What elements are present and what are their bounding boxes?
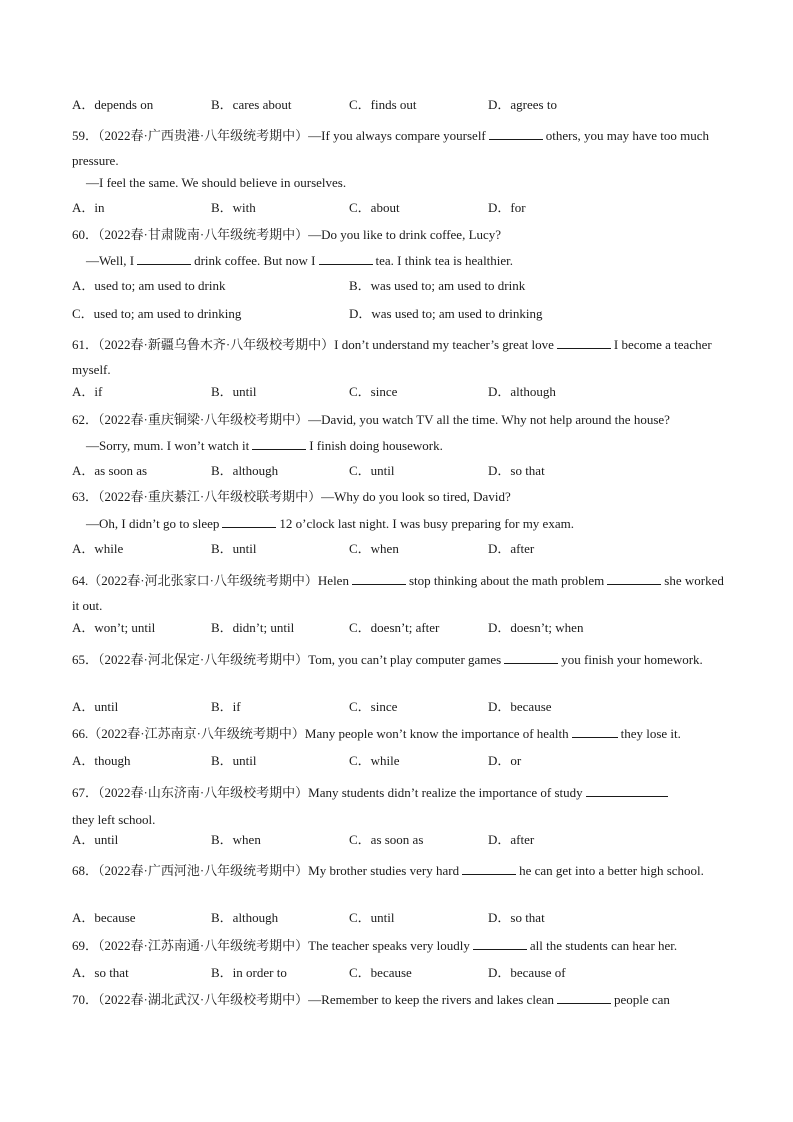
q65-option-a: A．until xyxy=(72,699,119,714)
q63-option-b: B．until xyxy=(211,541,257,556)
q62-option-c: C．until xyxy=(349,463,395,478)
q65-stem-text: 65．（2022春·河北保定·八年级统考期中）Tom, you can’t play computer games xyxy=(72,652,502,667)
q60-option-d: D．was used to; am used to drinking xyxy=(349,306,543,321)
q62-stem: 62．（2022春·重庆铜梁·八年级校考期中）—David, you watch TV all the time. Why not help around the house? xyxy=(72,412,670,427)
q69-option-b: B．in order to xyxy=(211,965,287,980)
q62-option-a: A．as soon as xyxy=(72,463,148,478)
q60-option-a: A．used to; am used to drink xyxy=(72,278,226,293)
q64-option-d: D．doesn’t; when xyxy=(488,620,584,635)
q68-option-b: B．although xyxy=(211,910,279,925)
q64-option-b: B．didn’t; until xyxy=(211,620,295,635)
q70-stem-text: 70．（2022春·湖北武汉·八年级校考期中）—Remember to keep the rivers and lakes clean xyxy=(72,992,554,1007)
q67-stem-text-2: they left school. xyxy=(72,812,156,827)
answer-blank xyxy=(586,784,668,797)
q69-option-d: D．because of xyxy=(488,965,566,980)
q68-option-d: D．so that xyxy=(488,910,545,925)
q69-stem xyxy=(72,937,677,955)
q59-stem xyxy=(72,123,727,173)
answer-blank xyxy=(557,991,611,1004)
q63-reply-text-2: 12 o’clock last night. I was busy preparing for my exam. xyxy=(279,516,574,531)
q67-option-d: D．after xyxy=(488,832,535,847)
q60-reply-text-3: tea. I think tea is healthier. xyxy=(375,253,514,268)
q68-stem xyxy=(72,858,727,883)
q59-stem-text: 59．（2022春·广西贵港·八年级统考期中）—If you always compare yourself xyxy=(72,128,486,143)
q64-option-c: C．doesn’t; after xyxy=(349,620,440,635)
q66-option-c: C．while xyxy=(349,753,400,768)
q61-option-d: D．although xyxy=(488,384,556,399)
q61-option-b: B．until xyxy=(211,384,257,399)
q65-option-c: C．since xyxy=(349,699,398,714)
q63-reply xyxy=(86,515,574,533)
q66-option-b: B．until xyxy=(211,753,257,768)
q65-stem-text-2: you finish your homework. xyxy=(561,652,703,667)
q58-option-b: B．cares about xyxy=(211,97,292,112)
q59-reply: —I feel the same. We should believe in ourselves. xyxy=(86,175,347,190)
q58-option-c: C．finds out xyxy=(349,97,417,112)
q63-option-c: C．when xyxy=(349,541,399,556)
answer-blank xyxy=(222,515,276,528)
q65-stem xyxy=(72,646,727,673)
q67-option-c: C．as soon as xyxy=(349,832,424,847)
q61-stem-text: 61．（2022春·新疆乌鲁木齐·八年级校考期中）I don’t understand my teacher’s great love xyxy=(72,337,554,352)
answer-blank xyxy=(489,127,543,140)
q69-option-c: C．because xyxy=(349,965,412,980)
q62-reply-text-2: I finish doing housework. xyxy=(309,438,443,453)
q59-option-a: A．in xyxy=(72,200,105,215)
answer-blank xyxy=(319,252,373,265)
q66-option-a: A．though xyxy=(72,753,131,768)
q61-stem-text-2: I become a teacher myself. xyxy=(72,337,712,377)
q66-stem-text-2: they lose it. xyxy=(620,726,681,741)
q59-option-b: B．with xyxy=(211,200,256,215)
q60-option-c: C．used to; am used to drinking xyxy=(72,306,242,321)
answer-blank xyxy=(572,725,618,738)
q60-reply-text-2: drink coffee. But now I xyxy=(194,253,316,268)
q66-stem-text: 66.（2022春·江苏南京·八年级统考期中）Many people won’t know the importance of health xyxy=(72,726,569,741)
q60-reply xyxy=(86,252,513,270)
answer-blank xyxy=(473,937,527,950)
q70-stem xyxy=(72,991,670,1009)
q59-stem-text-2: others, you may have too much pressure. xyxy=(72,128,709,168)
q58-option-d: D．agrees to xyxy=(488,97,557,112)
answer-blank xyxy=(462,862,516,875)
q61-option-c: C．since xyxy=(349,384,398,399)
q69-option-a: A．so that xyxy=(72,965,129,980)
q62-reply xyxy=(86,437,443,455)
q68-option-c: C．until xyxy=(349,910,395,925)
q63-stem: 63．（2022春·重庆綦江·八年级校联考期中）—Why do you look so tired, David? xyxy=(72,489,511,504)
q64-stem-text-3: she worked it out. xyxy=(72,573,724,613)
answer-blank xyxy=(252,437,306,450)
q67-option-b: B．when xyxy=(211,832,261,847)
q65-option-d: D．because xyxy=(488,699,552,714)
answer-blank xyxy=(557,336,611,349)
q60-reply-text: —Well, I xyxy=(86,253,135,268)
q58-option-a: A．depends on xyxy=(72,97,154,112)
q67-stem xyxy=(72,779,727,833)
q62-reply-text: —Sorry, mum. I won’t watch it xyxy=(86,438,250,453)
q60-option-b: B．was used to; am used to drink xyxy=(349,278,526,293)
q62-option-d: D．so that xyxy=(488,463,545,478)
q67-option-a: A．until xyxy=(72,832,119,847)
q64-stem-text-2: stop thinking about the math problem xyxy=(408,573,605,588)
q63-option-a: A．while xyxy=(72,541,124,556)
q64-stem xyxy=(72,568,727,618)
q68-stem-text-2: he can get into a better high school. xyxy=(519,863,704,878)
q66-option-d: D．or xyxy=(488,753,522,768)
q70-stem-text-2: people can xyxy=(613,992,670,1007)
q68-stem-text: 68．（2022春·广西河池·八年级统考期中）My brother studies very hard xyxy=(72,863,460,878)
answer-blank xyxy=(137,252,191,265)
q63-reply-text: —Oh, I didn’t go to sleep xyxy=(86,516,220,531)
answer-blank xyxy=(352,572,406,585)
answer-blank xyxy=(607,572,661,585)
q69-stem-text: 69．（2022春·江苏南通·八年级统考期中）The teacher speaks very loudly xyxy=(72,938,470,953)
answer-blank xyxy=(504,651,558,664)
q64-option-a: A．won’t; until xyxy=(72,620,156,635)
q69-stem-text-2: all the students can hear her. xyxy=(529,938,678,953)
q63-option-d: D．after xyxy=(488,541,535,556)
q59-option-c: C．about xyxy=(349,200,400,215)
q60-stem: 60．（2022春·甘肃陇南·八年级统考期中）—Do you like to drink coffee, Lucy? xyxy=(72,227,502,242)
q59-option-d: D．for xyxy=(488,200,526,215)
q65-option-b: B．if xyxy=(211,699,241,714)
q67-stem-text: 67．（2022春·山东济南·八年级校考期中）Many students didn’t realize the importance of study xyxy=(72,785,583,800)
q64-stem-text: 64.（2022春·河北张家口·八年级统考期中）Helen xyxy=(72,573,349,588)
q62-option-b: B．although xyxy=(211,463,279,478)
q68-option-a: A．because xyxy=(72,910,136,925)
q66-stem xyxy=(72,725,681,743)
q61-option-a: A．if xyxy=(72,384,103,399)
q61-stem xyxy=(72,332,727,382)
